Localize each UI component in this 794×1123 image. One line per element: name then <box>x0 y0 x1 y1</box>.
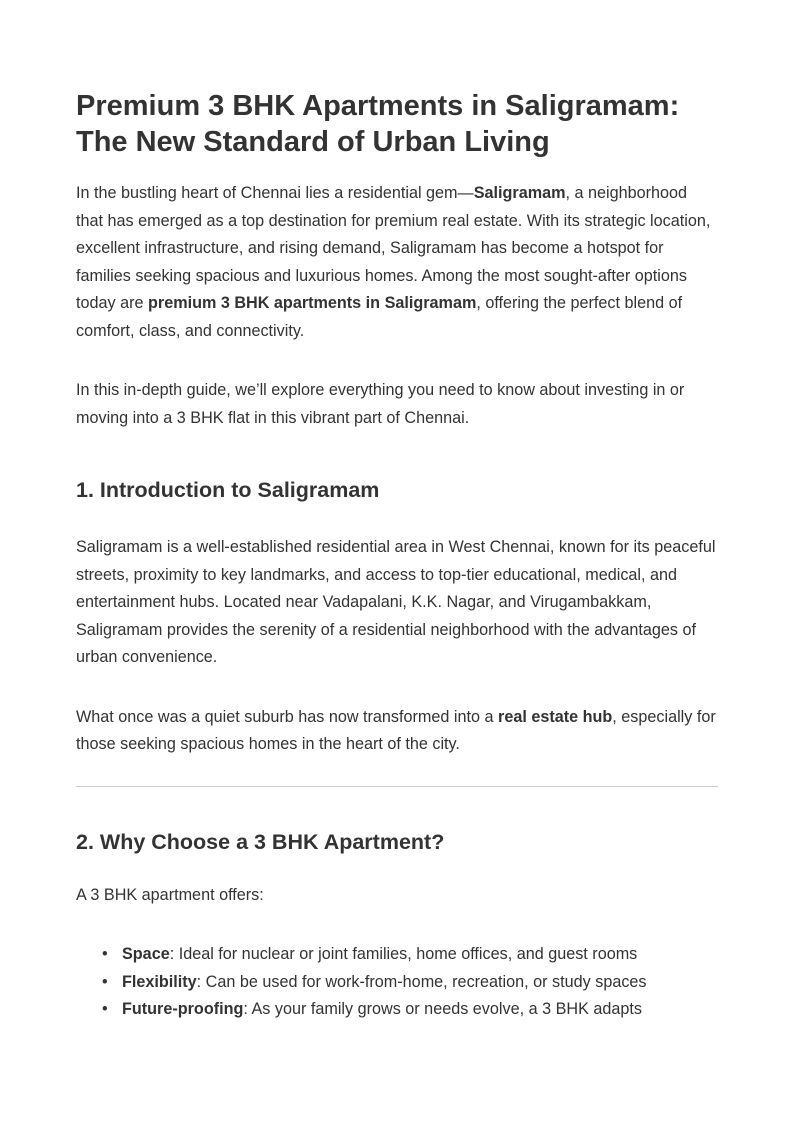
intro-bold-premium-apartments: premium 3 BHK apartments in Saligramam <box>148 294 477 312</box>
list-item-term: Space <box>122 945 170 963</box>
section-1-paragraph-2 <box>76 704 718 759</box>
list-item-description: : As your family grows or needs evolve, a 3 BHK adapts <box>243 1000 642 1018</box>
intro-text-start: In the bustling heart of Chennai lies a residential gem— <box>76 184 474 202</box>
intro-paragraph <box>76 180 718 345</box>
intro-text-middle: , a neighborhood that has emerged as a top destination for premium real estate. With its strategic location, excellent infrastructure, and rising demand, Saligramam has become a hotspot for families seeking spacious and luxurious homes. Among the most sought-after options today are <box>76 184 711 312</box>
section-1-heading: 1. Introduction to Saligramam <box>76 478 380 502</box>
bullet-icon: • <box>102 945 108 963</box>
list-item-description: : Ideal for nuclear or joint families, home offices, and guest rooms <box>169 945 638 963</box>
section-2-heading: 2. Why Choose a 3 BHK Apartment? <box>76 829 445 854</box>
page-title: Premium 3 BHK Apartments in Saligramam: The New Standard of Urban Living <box>76 90 680 158</box>
guide-paragraph: In this in-depth guide, we’ll explore everything you need to know about investing in or moving into a 3 BHK flat in this vibrant part of Chennai. <box>76 381 685 427</box>
intro-text-end: , offering the perfect blend of comfort, class, and connectivity. <box>76 294 683 340</box>
benefits-list <box>76 941 718 1024</box>
section-divider <box>76 786 718 787</box>
list-item <box>102 941 718 969</box>
list-item <box>102 996 718 1024</box>
list-item-term: Future-proofing <box>122 1000 244 1018</box>
list-item-term: Flexibility <box>122 972 197 991</box>
list-item-description: : Can be used for work-from-home, recreation, or study spaces <box>196 972 647 991</box>
section-1-paragraph-1: Saligramam is a well-established residential area in West Chennai, known for its peaceful streets, proximity to key landmarks, and access to top-tier educational, medical, and entertainment hubs. Located near Vadapalani, K.K. Nagar, and Virugambakkam, Saligramam provides the serenity of a residential neighborhood with the advantages of urban convenience. <box>76 538 716 666</box>
section-2-lead: A 3 BHK apartment offers: <box>76 885 264 904</box>
list-item <box>102 969 718 997</box>
bullet-icon: • <box>102 972 108 991</box>
intro-bold-saligramam: Saligramam <box>473 184 566 202</box>
section-1-paragraph-2-start: What once was a quiet suburb has now transformed into a <box>76 707 499 726</box>
real-estate-hub-bold: real estate hub <box>498 707 613 726</box>
section-1-paragraph-2-end: , especially for those seeking spacious homes in the heart of the city. <box>76 707 716 753</box>
bullet-icon: • <box>102 1000 108 1018</box>
